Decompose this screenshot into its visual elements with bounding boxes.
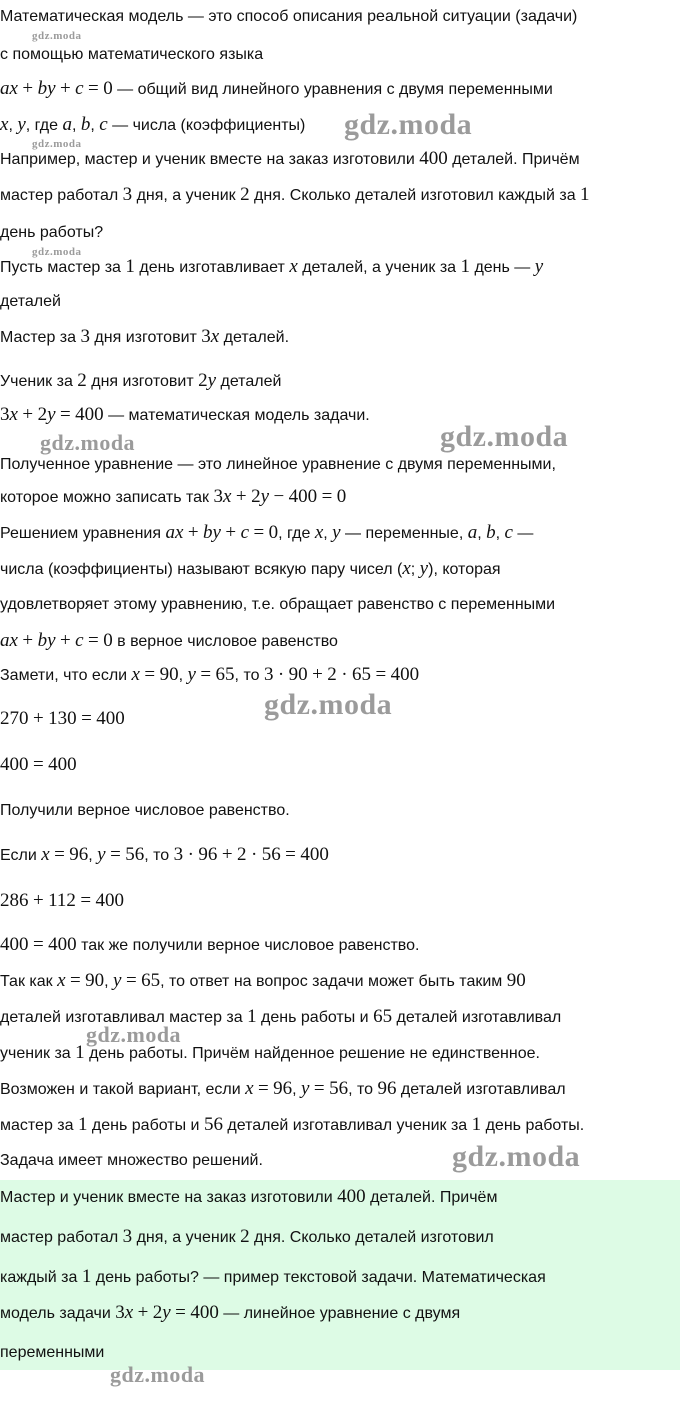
watermark-logo: gdz.moda [32, 138, 82, 150]
text-line: Так как x = 90, y = 65, то ответ на вопрос задачи может быть таким 90 [0, 970, 526, 991]
text-line: деталей [0, 293, 61, 310]
text-line: Если x = 96, y = 56, то 3 · 96 + 2 · 56 = 400 [0, 844, 329, 865]
text-line: 400 = 400 так же получили верное числовое равенство. [0, 934, 420, 955]
watermark-logo: gdz.moda [440, 420, 569, 453]
text-line: числа (коэффициенты) называют всякую пару чисел (x; y), которая [0, 558, 501, 579]
text-line: x, y, где a, b, c — числа (коэффициенты) [0, 114, 306, 135]
text-line: ax + by + c = 0 — общий вид линейного уравнения с двумя переменными [0, 78, 553, 99]
summary-line: каждый за 1 день работы? — пример текстовой задачи. Математическая [0, 1266, 546, 1287]
watermark-logo: gdz.moda [452, 1140, 581, 1173]
summary-line: модель задачи 3x + 2y = 400 — линейное уравнение с двумя [0, 1302, 461, 1323]
text-line: которое можно записать так 3x + 2y − 400 = 0 [0, 486, 347, 507]
text-line: удовлетворяет этому уравнению, т.е. обращает равенство с переменными [0, 596, 556, 613]
watermark-logo: gdz.moda [110, 1362, 206, 1387]
text-line: мастер за 1 день работы и 56 деталей изготавливал ученик за 1 день работы. [0, 1114, 585, 1135]
text-line: Например, мастер и ученик вместе на заказ изготовили 400 деталей. Причём [0, 148, 580, 169]
text-line: Задача имеет множество решений. [0, 1152, 263, 1169]
text-line: деталей изготавливал мастер за 1 день работы и 65 деталей изготавливал [0, 1006, 562, 1027]
watermark-logo: gdz.moda [32, 30, 82, 42]
watermark-logo: gdz.moda [32, 246, 82, 258]
watermark-logo: gdz.moda [86, 1022, 182, 1047]
text-line: Замети, что если x = 90, y = 65, то 3 · 90 + 2 · 65 = 400 [0, 664, 420, 685]
text-line: с помощью математического языка [0, 46, 264, 63]
text-line: 286 + 112 = 400 [0, 890, 125, 911]
text-line: день работы? [0, 224, 104, 241]
text-line: ученик за 1 день работы. Причём найденное решение не единственное. [0, 1042, 540, 1063]
text-line: Ученик за 2 дня изготовит 2y деталей [0, 370, 282, 391]
text-line: Решением уравнения ax + by + c = 0, где x, y — переменные, a, b, c — [0, 522, 534, 543]
text-line: 400 = 400 [0, 754, 77, 775]
summary-line: Мастер и ученик вместе на заказ изготовили 400 деталей. Причём [0, 1186, 498, 1207]
summary-line: переменными [0, 1344, 105, 1361]
text-line: мастер работал 3 дня, а ученик 2 дня. Сколько деталей изготовил каждый за 1 [0, 184, 590, 205]
watermark-logo: gdz.moda [40, 430, 136, 455]
watermark-logo: gdz.moda [344, 108, 473, 141]
text-line: 3x + 2y = 400 — математическая модель задачи. [0, 404, 370, 425]
text-line: ax + by + c = 0 в верное числовое равенство [0, 630, 338, 651]
text-line: Математическая модель — это способ описания реальной ситуации (задачи) [0, 8, 578, 25]
text-line: Мастер за 3 дня изготовит 3x деталей. [0, 326, 290, 347]
text-line: Пусть мастер за 1 день изготавливает x деталей, а ученик за 1 день — y [0, 256, 544, 277]
text-line: Получили верное числовое равенство. [0, 802, 290, 819]
watermark-logo: gdz.moda [264, 688, 393, 721]
summary-line: мастер работал 3 дня, а ученик 2 дня. Сколько деталей изготовил [0, 1226, 494, 1247]
text-line: 270 + 130 = 400 [0, 708, 125, 729]
text-line: Возможен и такой вариант, если x = 96, y = 56, то 96 деталей изготавливал [0, 1078, 566, 1099]
text-line: Полученное уравнение — это линейное уравнение с двумя переменными, [0, 456, 556, 473]
